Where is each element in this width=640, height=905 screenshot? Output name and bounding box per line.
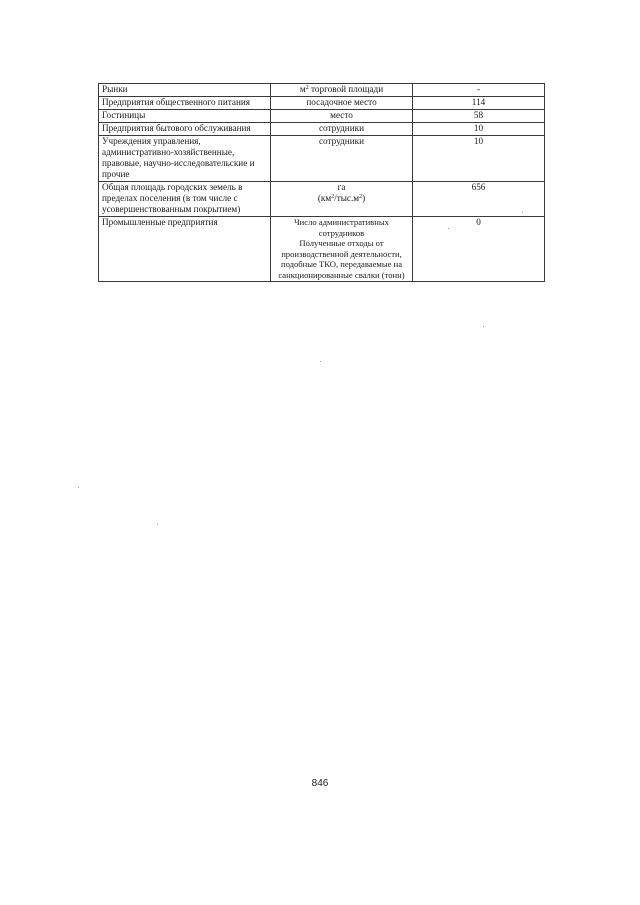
unit-text: Число административных сотрудников — [294, 217, 389, 238]
table-row — [99, 123, 545, 136]
row-value: 114 — [413, 97, 545, 110]
row-value: 10 — [413, 136, 545, 182]
unit-line — [274, 193, 409, 204]
unit-text: посадочное место — [306, 97, 377, 107]
unit-text: сотрудники — [318, 136, 365, 146]
table-row — [99, 136, 545, 182]
row-value: 58 — [413, 110, 545, 123]
table-row — [99, 110, 545, 123]
row-value: 10 — [413, 123, 545, 136]
scan-speck — [483, 326, 484, 327]
row-unit — [271, 110, 413, 123]
unit-text: /тыс.м — [334, 193, 360, 203]
row-unit — [271, 182, 413, 217]
row-name: Предприятия общественного питания — [99, 97, 271, 110]
row-value: - — [413, 84, 545, 97]
row-value: 0 — [413, 217, 545, 282]
row-name: Предприятия бытового обслуживания — [99, 123, 271, 136]
row-unit — [271, 84, 413, 97]
row-unit — [271, 217, 413, 282]
unit-text: сотрудники — [318, 123, 365, 133]
unit-text: (км — [317, 193, 332, 203]
unit-superscript: 2 — [359, 194, 363, 200]
table-row — [99, 97, 545, 110]
table-row — [99, 217, 545, 282]
scan-speck — [320, 361, 321, 362]
unit-text: ) — [362, 193, 366, 203]
row-unit — [271, 97, 413, 110]
scan-speck — [522, 212, 523, 213]
row-name: Общая площадь городских земель в пределах поселения (в том числе с усовершенствованным покрытием) — [99, 182, 271, 217]
scan-speck — [78, 487, 79, 488]
row-name: Гостиницы — [99, 110, 271, 123]
row-name: Учреждения управления, административно-хозяйственные, правовые, научно-исследовательские и прочие — [99, 136, 271, 182]
row-name: Рынки — [99, 84, 271, 97]
unit-text: место — [330, 110, 353, 120]
data-table — [98, 83, 545, 282]
row-unit — [271, 123, 413, 136]
unit-text: Полученные отходы от производственной деятельности, подобные ТКО, передаваемые на санкционированные свалки (тонн) — [278, 238, 405, 280]
row-name: Промышленные предприятия — [99, 217, 271, 282]
unit-superscript: 2 — [331, 194, 335, 200]
unit-text: торговой площади — [308, 84, 384, 94]
scan-speck — [448, 228, 449, 229]
unit-text: м — [299, 84, 306, 94]
unit-text: га — [337, 182, 346, 192]
row-unit — [271, 136, 413, 182]
table-row — [99, 182, 545, 217]
table-row — [99, 84, 545, 97]
page-number: 846 — [311, 778, 329, 789]
scan-speck — [157, 524, 158, 525]
row-value: 656 — [413, 182, 545, 217]
unit-superscript: 2 — [305, 85, 309, 91]
